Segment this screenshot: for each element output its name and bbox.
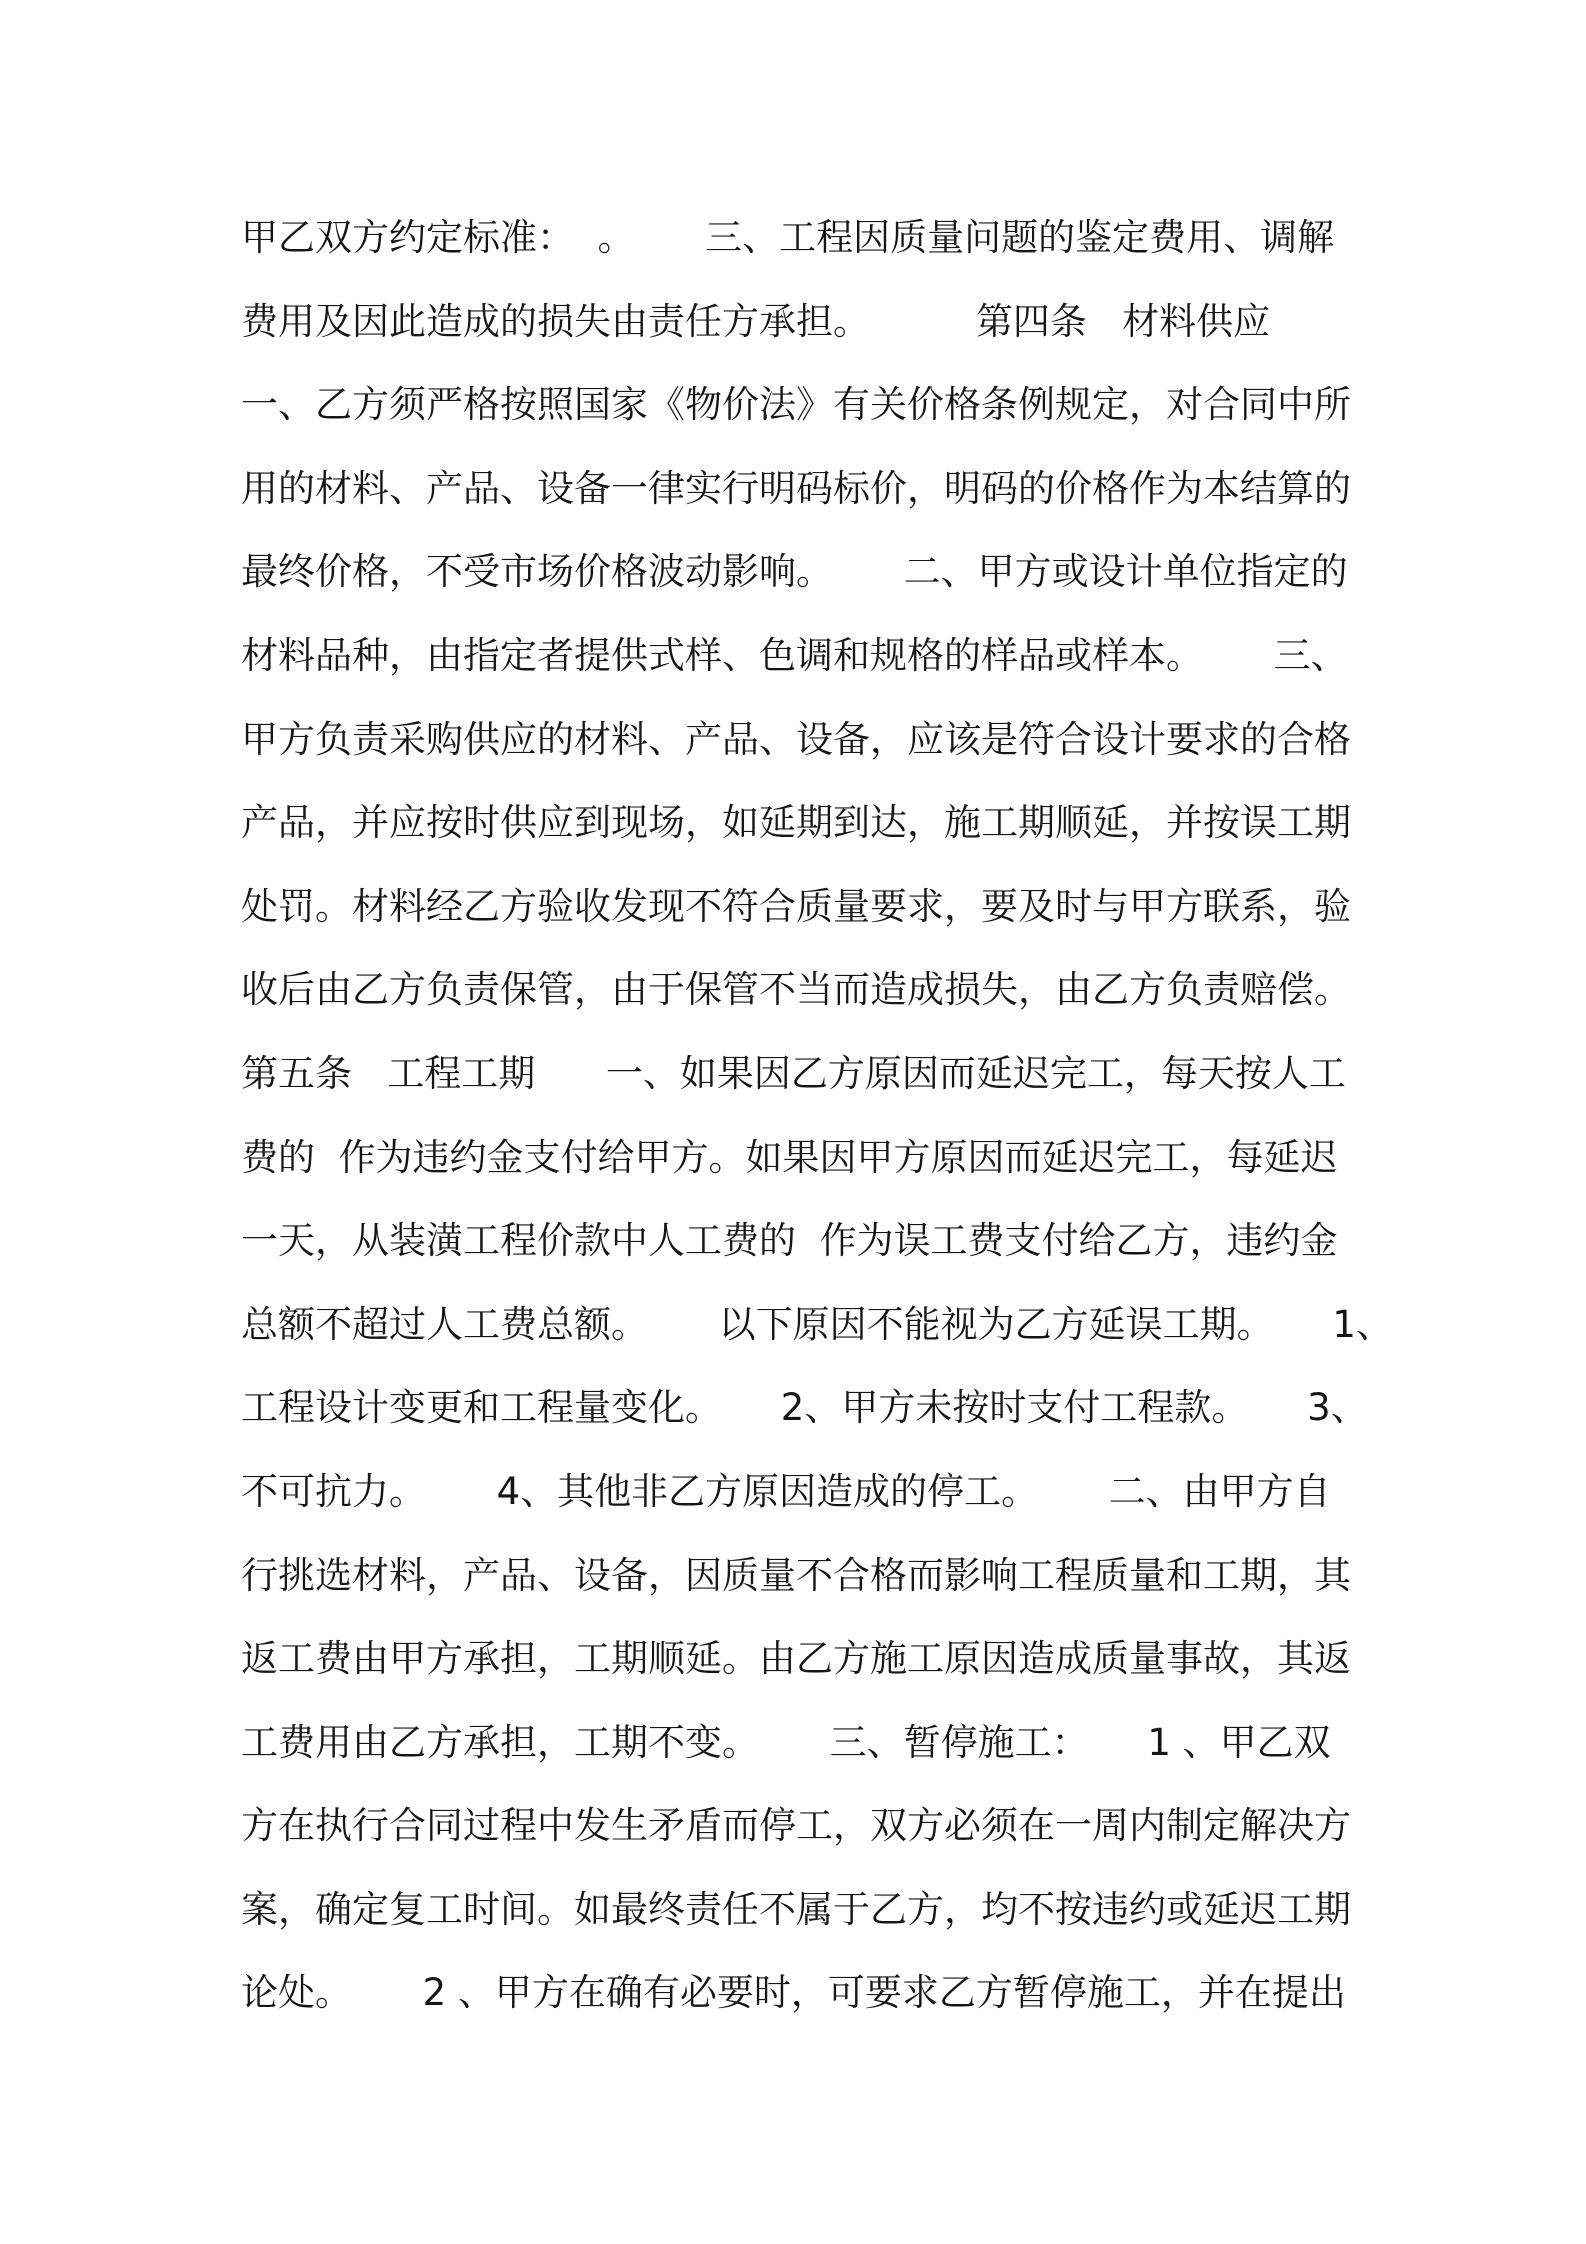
text-line: 材料品种，由指定者提供式样、色调和规格的样品或样本。 三、 [241,633,1348,677]
text-line: 费的 作为违约金支付给甲方。如果因甲方原因而延迟完工，每延迟 [241,1135,1338,1179]
text-line: 用的材料、产品、设备一律实行明码标价，明码的价格作为本结算的 [241,466,1351,510]
text-line: 方在执行合同过程中发生矛盾而停工，双方必须在一周内制定解决方 [241,1804,1351,1848]
text-line: 甲乙双方约定标准： 。 三、工程因质量问题的鉴定费用、调解 [241,216,1335,259]
text-line: 第五条 工程工期 一、如果因乙方原因而延迟完工，每天按人工 [241,1051,1346,1095]
text-line: 最终价格，不受市场价格波动影响。 二、甲方或设计单位指定的 [241,550,1348,594]
text-line: 工程设计变更和工程量变化。 2、甲方未按时支付工程款。 3、 [241,1386,1368,1430]
body-text [241,196,1393,2035]
text-line: 总额不超过人工费总额。 以下原因不能视为乙方延误工期。 1、 [241,1302,1393,1346]
text-line: 行挑选材料，产品、设备，因质量不合格而影响工程质量和工期，其 [241,1553,1351,1597]
text-line: 收后由乙方负责保管，由于保管不当而造成损失，由乙方负责赔偿。 [241,968,1351,1012]
text-line: 论处。 2 、甲方在确有必要时，可要求乙方暂停施工，并在提出 [241,1971,1346,2015]
text-line: 甲方负责采购供应的材料、产品、设备，应该是符合设计要求的合格 [241,717,1351,761]
text-line: 处罚。材料经乙方验收发现不符合质量要求，要及时与甲方联系，验 [241,884,1351,928]
text-line: 案，确定复工时间。如最终责任不属于乙方，均不按违约或延迟工期 [241,1887,1351,1931]
text-line: 不可抗力。 4、其他非乙方原因造成的停工。 二、由甲方自 [241,1469,1331,1513]
text-line: 一天，从装潢工程价款中人工费的 作为误工费支付给乙方，违约金 [241,1219,1338,1263]
text-line: 工费用由乙方承担，工期不变。 三、暂停施工： 1 、甲乙双 [241,1720,1331,1764]
text-line: 一、乙方须严格按照国家《物价法》有关价格条例规定，对合同中所 [241,383,1351,427]
text-line: 费用及因此造成的损失由责任方承担。 第四条 材料供应 [241,299,1271,343]
text-line: 产品，并应按时供应到现场，如延期到达，施工期顺延，并按误工期 [241,801,1351,845]
text-line: 返工费由甲方承担，工期顺延。由乙方施工原因造成质量事故，其返 [241,1637,1351,1681]
